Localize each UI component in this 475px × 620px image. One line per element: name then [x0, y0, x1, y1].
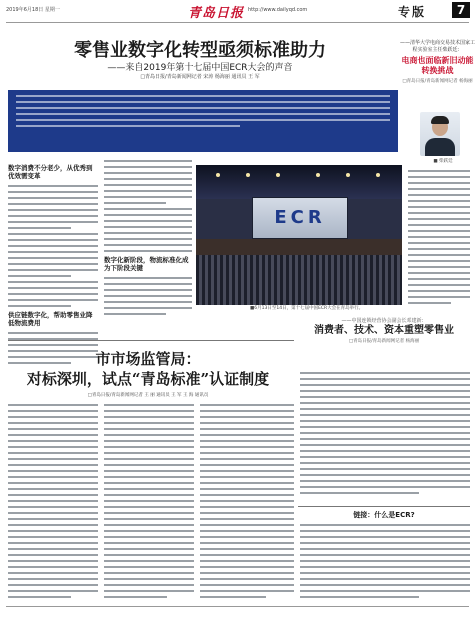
sidebar-opinion-title: 消费者、技术、资本重塑零售业 [314, 325, 454, 336]
lead-text-line [16, 125, 240, 127]
interview-body [408, 170, 470, 308]
sidebar-interview-kicker: ——清华大学电商交易技术国家工程实验室主任柴跃廷： [400, 40, 475, 53]
link-box [298, 506, 470, 520]
article-column-1 [8, 160, 98, 368]
portrait-photo [420, 112, 460, 156]
issue-date: 2019年6月18日 星期一 [6, 7, 60, 13]
main-headline: 零售业数字化转型亟须标准助力 [74, 40, 326, 61]
sidebar-opinion-kicker: ——中国连锁经营协会副会长邓建新： [341, 318, 427, 324]
photo-caption: ■6月13日至14日，第十七届中国ECR大会在青岛举行。 [250, 306, 364, 311]
page-footer [0, 606, 475, 620]
lead-text-line [16, 101, 390, 103]
lead-paragraph-box [8, 90, 398, 152]
sidebar-interview-header [400, 40, 475, 85]
article-subhead: 数字化新阶段，物流标准化成为下阶段关键 [104, 256, 189, 272]
sidebar-opinion-header [298, 318, 470, 345]
article-subhead: 数字消费不分老少，从优秀到优效需变革 [8, 164, 93, 180]
main-subheadline: ——来自2019年第十七届中国ECR大会的声音 [107, 63, 293, 73]
second-article-column-2 [104, 404, 194, 602]
page-number: 7 [452, 2, 470, 18]
lead-text-line [16, 107, 390, 109]
sidebar-interview-title: 电商也面临新旧动能转换挑战 [401, 56, 474, 75]
main-byline: □青岛日报/青岛新闻网记者 宋涛 杨海丽 通讯员 王 军 [140, 74, 260, 80]
section-divider [8, 340, 294, 341]
sidebar-interview-byline: □青岛日报/青岛新闻网记者 杨海丽 [402, 79, 473, 84]
stage-screen-text: ECR [274, 207, 326, 228]
lead-text-line [16, 95, 390, 97]
second-article-column-3 [200, 404, 294, 602]
section-label: 专版 [398, 5, 427, 19]
article-column-2 [104, 160, 192, 319]
article-subhead: 供应链数字化，帮助零售业降低物流费用 [8, 311, 93, 327]
website-link[interactable]: http://www.dailyqd.com [248, 7, 308, 13]
sidebar-opinion-byline: □青岛日报/青岛新闻网记者 杨海丽 [348, 339, 420, 344]
second-byline: □青岛日报/青岛新闻网记者 王 丽 通讯员 王 军 王 海 通讯员 [87, 393, 209, 398]
link-box-body [300, 524, 470, 602]
second-article-column-1 [8, 404, 98, 602]
lead-text-line [16, 119, 390, 121]
second-headline-line1: 市市场监管局： [95, 350, 201, 368]
lead-text-line [16, 113, 390, 115]
link-box-title: 链接：什么是ECR? [353, 511, 415, 519]
second-headline-line2: 对标深圳，试点“青岛标准”认证制度 [26, 370, 270, 388]
masthead: 青岛日报 [188, 6, 245, 21]
opinion-body [300, 372, 470, 498]
header-divider [6, 22, 469, 23]
page-header [0, 0, 475, 22]
audience [196, 255, 402, 305]
conference-photo [196, 165, 402, 305]
portrait-caption: ■ 柴跃廷 [433, 159, 453, 164]
